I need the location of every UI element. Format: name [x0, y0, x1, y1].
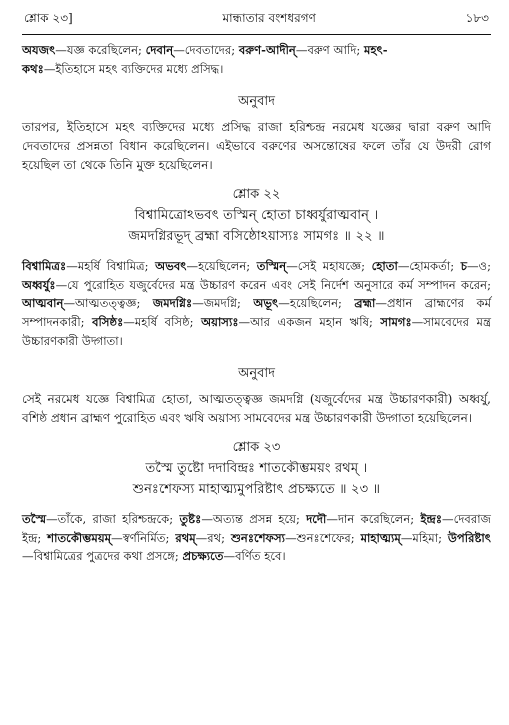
gloss-line-1	[22, 43, 388, 57]
gloss-meaning: —অত্যন্ত প্রসন্ন হয়ে;	[201, 512, 307, 527]
verse-22-line-2: জমদগ্নিরভূদ্ ব্রহ্মা বসিষ্ঠোঽয়াস্যঃ সামগঃ ॥ ২২ ॥	[128, 229, 385, 245]
gloss-term: প্রচক্ষ্যতে	[182, 549, 224, 564]
gloss-term: ইন্দ্রঃ	[420, 512, 443, 527]
gloss-meaning: —বরুণ আদি;	[295, 43, 365, 57]
verse-23-line-2: শুনঃশেফস্য মাহাত্ম্যমুপরিষ্টাৎ প্রচক্ষ্যতে ॥ ২৩ ॥	[132, 482, 381, 498]
gloss-meaning: —দেবতাদের;	[173, 43, 239, 57]
gloss-meaning: —মহর্ষি বসিষ্ঠ;	[123, 314, 202, 329]
gloss-term: অয়াস্যঃ	[201, 314, 239, 329]
gloss-term: জমদগ্নিঃ	[152, 296, 193, 311]
translation-heading-1: অনুবাদ	[238, 94, 275, 110]
translation-heading-2: অনুবাদ	[238, 366, 275, 382]
header-verse-ref: শ্লোক ২৩]	[24, 11, 73, 25]
gloss-term: বসিষ্ঠঃ	[92, 314, 124, 329]
gloss-meaning: —যজ্ঞ করেছিলেন;	[55, 43, 146, 57]
gloss-meaning: —সামবেদের মন্ত্র উচ্চারণকারী উদ্গাতা।	[22, 314, 491, 348]
verse-23-word-gloss	[22, 510, 491, 566]
gloss-term: বিশ্বামিত্রঃ	[22, 259, 67, 274]
gloss-line-2	[22, 62, 223, 76]
gloss-term: দেবান্	[145, 43, 174, 57]
gloss-meaning: —মহর্ষি বিশ্বামিত্র;	[66, 259, 156, 274]
gloss-meaning: —যে পুরোহিত যজুর্বেদের মন্ত্র উচ্চারণ করেন এবং সেই নির্দেশ অনুসারে কর্ম সম্পাদন করেন;	[55, 277, 491, 292]
gloss-term: অধ্বর্যুঃ	[22, 277, 56, 292]
gloss-term: হোতা	[371, 259, 398, 274]
translation-text-1: তারপর, ইতিহাসে মহৎ ব্যক্তিদের মধ্যে প্রসিদ্ধ রাজা হরিশ্চন্দ্র নরমেধ যজ্ঞের দ্বারা বরুণ আদি দেবতাদের প্রসন্নতা বিধান করেছিলেন। এইভাবে বরুণের অসন্তোষের ফলে তাঁর যে উদরী রোগ হয়েছিল তা থেকে তিনি মুক্ত হয়েছিলেন।	[22, 120, 491, 173]
gloss-meaning: —হয়েছিলেন;	[186, 259, 257, 274]
top-word-gloss	[22, 41, 491, 78]
gloss-meaning: —আর একজন মহান ঋষি;	[238, 314, 381, 329]
gloss-meaning: —আত্মতত্ত্বজ্ঞ;	[63, 296, 153, 311]
gloss-meaning: —সেই মহাযজ্ঞে;	[286, 259, 372, 274]
gloss-term: তস্মৈ	[22, 512, 47, 527]
gloss-meaning: —ইতিহাসে মহৎ ব্যক্তিদের মধ্যে প্রসিদ্ধ।	[43, 61, 224, 76]
gloss-meaning: —স্বর্ণনির্মিত;	[111, 530, 176, 545]
gloss-term: উপরিষ্টাৎ	[447, 530, 491, 545]
gloss-meaning: —তাঁকে, রাজা হরিশ্চন্দ্রকে;	[46, 512, 180, 527]
gloss-term: দদৌ	[306, 512, 327, 527]
gloss-term: কথঃ	[22, 61, 44, 76]
gloss-meaning: —মহিমা;	[400, 530, 448, 545]
gloss-term: বরুণ-আদীন্	[238, 43, 296, 57]
verse-22-heading: শ্লোক ২২	[232, 187, 281, 203]
gloss-term: তস্মিন্	[256, 259, 287, 274]
gloss-meaning: —জমদগ্নি;	[192, 296, 254, 311]
gloss-term: সামগঃ	[380, 314, 412, 329]
gloss-meaning: —ও;	[466, 259, 491, 274]
gloss-term: অভূৎ	[253, 296, 279, 311]
gloss-term: রথম্	[175, 530, 196, 545]
gloss-meaning: —শুনঃশেফের;	[285, 530, 361, 545]
verse-22-line-1: বিশ্বামিত্রোঽভবৎ তস্মিন্ হোতা চাধ্বর্যুরাত্মবান্ ।	[134, 208, 379, 224]
verse-23-heading: শ্লোক ২৩	[232, 440, 281, 456]
gloss-term: ব্রহ্মা	[354, 296, 376, 311]
verse-22-word-gloss	[22, 257, 491, 350]
gloss-term: মহৎ-	[364, 43, 388, 57]
gloss-meaning: —প্রধান ব্রাহ্মণের কর্ম সম্পাদনকারী;	[22, 296, 492, 329]
gloss-term: তুষ্টঃ	[179, 512, 202, 527]
gloss-term: শুনঃশেফস্য	[230, 530, 286, 545]
page-header	[22, 10, 491, 35]
gloss-term: অভবৎ	[155, 259, 187, 274]
gloss-meaning: —রথ;	[195, 530, 231, 545]
gloss-term: আত্মবান্	[22, 296, 64, 311]
gloss-meaning: —দান করেছিলেন;	[326, 512, 421, 527]
header-page-number: ১৮৩	[465, 11, 489, 25]
gloss-term: শাতকৌম্ভময়ম্	[47, 530, 112, 545]
gloss-meaning: —হোমকর্তা;	[397, 259, 461, 274]
gloss-meaning: —হয়েছিলেন;	[278, 296, 355, 311]
gloss-term: চ	[460, 259, 467, 274]
translation-text-2: সেই নরমেধ যজ্ঞে বিশ্বামিত্র হোতা, আত্মতত্ত্বজ্ঞ জমদগ্নি (যজুর্বেদের মন্ত্র উচ্চারণকারী) অধ্বর্যু, বশিষ্ঠ প্রধান ব্রাহ্মণ পুরোহিত এবং ঋষি অয়াস্য সামবেদের মন্ত্র উচ্চারণকারী উদ্গাতা হয়েছিলেন।	[22, 392, 491, 426]
verse-23-line-1: তস্মৈ তুষ্টো দদাবিন্দ্রঃ শাতকৌম্ভময়ং রথম্ ।	[145, 461, 368, 477]
gloss-meaning: —বিশ্বামিত্রের পুত্রদের কথা প্রসঙ্গে;	[22, 549, 183, 564]
gloss-term: মাহাত্ম্যম্	[360, 530, 401, 545]
header-chapter-title: মান্ধাতার বংশধরগণ	[222, 11, 316, 25]
gloss-meaning: —বর্ণিত হবে।	[223, 549, 286, 564]
gloss-meaning: —দেবরাজ ইন্দ্র;	[22, 512, 491, 545]
gloss-term: অযজৎ	[22, 43, 56, 57]
